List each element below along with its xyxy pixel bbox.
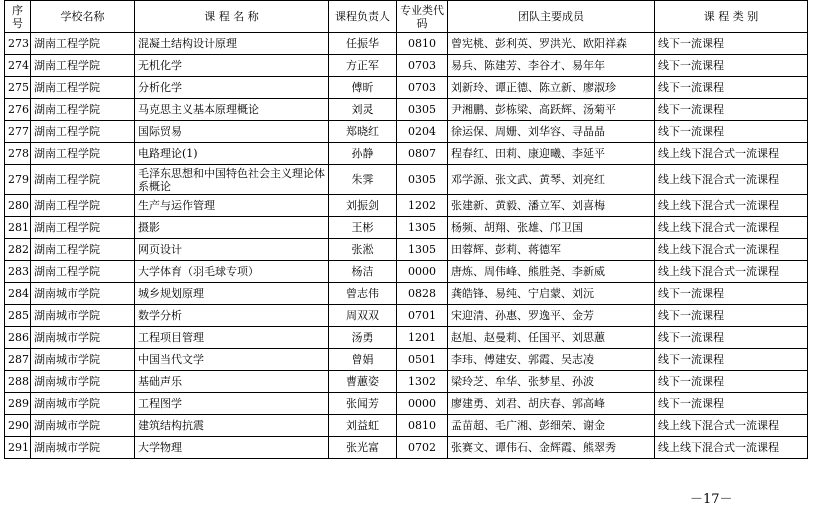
cell-type: 线上线下混合式一流课程 — [655, 239, 808, 261]
cell-course: 工程项目管理 — [135, 327, 329, 349]
cell-code: 0807 — [397, 143, 448, 165]
cell-school: 湖南工程学院 — [31, 33, 135, 55]
cell-course: 网页设计 — [135, 239, 329, 261]
table-row — [5, 55, 808, 77]
cell-school: 湖南城市学院 — [31, 283, 135, 305]
cell-type: 线上线下混合式一流课程 — [655, 143, 808, 165]
cell-school: 湖南工程学院 — [31, 55, 135, 77]
cell-type: 线上线下混合式一流课程 — [655, 415, 808, 437]
table-row — [5, 217, 808, 239]
cell-code: 0810 — [397, 415, 448, 437]
cell-code: 0501 — [397, 349, 448, 371]
cell-leader: 周双双 — [329, 305, 397, 327]
cell-leader: 孙静 — [329, 143, 397, 165]
cell-members: 徐运保、周姗、刘华容、寻晶晶 — [448, 121, 655, 143]
cell-type: 线下一流课程 — [655, 77, 808, 99]
cell-members: 张建新、黄毅、潘立军、刘喜梅 — [448, 195, 655, 217]
header-leader: 课程负责人 — [329, 1, 397, 33]
cell-code: 0703 — [397, 55, 448, 77]
cell-code: 1305 — [397, 239, 448, 261]
cell-code: 0810 — [397, 33, 448, 55]
cell-course: 分析化学 — [135, 77, 329, 99]
cell-no: 291 — [5, 437, 31, 459]
cell-no: 290 — [5, 415, 31, 437]
cell-members: 李玮、傅建安、郭霞、吴志凌 — [448, 349, 655, 371]
cell-school: 湖南城市学院 — [31, 305, 135, 327]
cell-leader: 张闻芳 — [329, 393, 397, 415]
cell-no: 287 — [5, 349, 31, 371]
cell-members: 孟苗超、毛广湘、彭细荣、谢金 — [448, 415, 655, 437]
cell-leader: 曾娟 — [329, 349, 397, 371]
cell-no: 285 — [5, 305, 31, 327]
table-row — [5, 437, 808, 459]
cell-course: 中国当代文学 — [135, 349, 329, 371]
cell-code: 0305 — [397, 165, 448, 195]
cell-leader: 曾志伟 — [329, 283, 397, 305]
cell-no: 281 — [5, 217, 31, 239]
cell-course: 建筑结构抗震 — [135, 415, 329, 437]
cell-leader: 郑晓红 — [329, 121, 397, 143]
table-row — [5, 349, 808, 371]
cell-code: 1305 — [397, 217, 448, 239]
cell-code: 0828 — [397, 283, 448, 305]
cell-type: 线下一流课程 — [655, 305, 808, 327]
cell-code: 1201 — [397, 327, 448, 349]
cell-school: 湖南城市学院 — [31, 393, 135, 415]
cell-code: 0701 — [397, 305, 448, 327]
header-code: 专业类代 码 — [397, 1, 448, 33]
header-course: 课 程 名 称 — [135, 1, 329, 33]
cell-type: 线上线下混合式一流课程 — [655, 217, 808, 239]
cell-leader: 曹蕙姿 — [329, 371, 397, 393]
cell-members: 赵旭、赵曼莉、任国平、刘思蕙 — [448, 327, 655, 349]
cell-code: 0000 — [397, 393, 448, 415]
table-row — [5, 415, 808, 437]
cell-school: 湖南工程学院 — [31, 99, 135, 121]
table-row — [5, 99, 808, 121]
cell-school: 湖南工程学院 — [31, 217, 135, 239]
cell-no: 274 — [5, 55, 31, 77]
cell-course: 马克思主义基本原理概论 — [135, 99, 329, 121]
cell-leader: 刘益虹 — [329, 415, 397, 437]
cell-course: 国际贸易 — [135, 121, 329, 143]
table-row — [5, 239, 808, 261]
cell-type: 线上线下混合式一流课程 — [655, 165, 808, 195]
cell-code: 0702 — [397, 437, 448, 459]
cell-school: 湖南工程学院 — [31, 195, 135, 217]
header-type: 课 程 类 别 — [655, 1, 808, 33]
cell-type: 线下一流课程 — [655, 55, 808, 77]
cell-type: 线下一流课程 — [655, 393, 808, 415]
table-row — [5, 77, 808, 99]
cell-school: 湖南工程学院 — [31, 261, 135, 283]
cell-members: 刘新玲、谭正德、陈立新、廖淑珍 — [448, 77, 655, 99]
cell-course: 无机化学 — [135, 55, 329, 77]
cell-course: 生产与运作管理 — [135, 195, 329, 217]
cell-type: 线下一流课程 — [655, 99, 808, 121]
table-row — [5, 143, 808, 165]
cell-course: 电路理论(1) — [135, 143, 329, 165]
cell-course: 城乡规划原理 — [135, 283, 329, 305]
cell-school: 湖南城市学院 — [31, 371, 135, 393]
cell-school: 湖南工程学院 — [31, 121, 135, 143]
cell-school: 湖南城市学院 — [31, 415, 135, 437]
cell-school: 湖南城市学院 — [31, 327, 135, 349]
cell-members: 程春红、田莉、康迎曦、李延平 — [448, 143, 655, 165]
cell-leader: 任振华 — [329, 33, 397, 55]
header-members: 团队主要成员 — [448, 1, 655, 33]
cell-members: 廖建勇、刘君、胡庆春、郭高峰 — [448, 393, 655, 415]
header-no: 序号 — [5, 1, 31, 33]
cell-members: 龚皓锋、易纯、宁启蒙、刘沅 — [448, 283, 655, 305]
table-row — [5, 305, 808, 327]
cell-no: 282 — [5, 239, 31, 261]
cell-members: 宋迎清、孙惠、罗逸平、金芳 — [448, 305, 655, 327]
table-row — [5, 393, 808, 415]
cell-no: 277 — [5, 121, 31, 143]
cell-no: 280 — [5, 195, 31, 217]
cell-school: 湖南工程学院 — [31, 143, 135, 165]
table-row — [5, 121, 808, 143]
cell-leader: 王彬 — [329, 217, 397, 239]
cell-members: 易兵、陈建芳、李谷才、易年年 — [448, 55, 655, 77]
cell-members: 田蓉辉、彭莉、蒋德军 — [448, 239, 655, 261]
cell-members: 曾宪桃、彭利英、罗洪光、欧阳祥森 — [448, 33, 655, 55]
cell-code: 1302 — [397, 371, 448, 393]
cell-members: 张赛文、谭伟石、金辉霞、熊翠秀 — [448, 437, 655, 459]
table-row — [5, 261, 808, 283]
cell-members: 唐炼、周伟峰、熊胜尧、李新威 — [448, 261, 655, 283]
cell-leader: 汤勇 — [329, 327, 397, 349]
cell-no: 284 — [5, 283, 31, 305]
table-row — [5, 165, 808, 195]
cell-code: 0703 — [397, 77, 448, 99]
cell-course: 基础声乐 — [135, 371, 329, 393]
cell-type: 线下一流课程 — [655, 121, 808, 143]
cell-type: 线下一流课程 — [655, 349, 808, 371]
cell-no: 279 — [5, 165, 31, 195]
cell-no: 276 — [5, 99, 31, 121]
cell-leader: 方正军 — [329, 55, 397, 77]
cell-type: 线上线下混合式一流课程 — [655, 195, 808, 217]
cell-type: 线下一流课程 — [655, 283, 808, 305]
cell-no: 288 — [5, 371, 31, 393]
cell-type: 线下一流课程 — [655, 327, 808, 349]
cell-school: 湖南工程学院 — [31, 77, 135, 99]
cell-course: 混凝土结构设计原理 — [135, 33, 329, 55]
table-header-row — [5, 1, 808, 33]
cell-type: 线下一流课程 — [655, 371, 808, 393]
cell-leader: 刘灵 — [329, 99, 397, 121]
cell-course: 大学物理 — [135, 437, 329, 459]
cell-no: 278 — [5, 143, 31, 165]
page-number: －17－ — [690, 492, 733, 507]
course-table — [4, 0, 808, 459]
cell-members: 杨频、胡翔、张雄、邝卫国 — [448, 217, 655, 239]
header-school: 学校名称 — [31, 1, 135, 33]
cell-course: 工程图学 — [135, 393, 329, 415]
cell-leader: 傅昕 — [329, 77, 397, 99]
cell-no: 289 — [5, 393, 31, 415]
cell-type: 线下一流课程 — [655, 33, 808, 55]
cell-course: 摄影 — [135, 217, 329, 239]
cell-leader: 张淞 — [329, 239, 397, 261]
cell-code: 1202 — [397, 195, 448, 217]
cell-school: 湖南工程学院 — [31, 239, 135, 261]
table-body — [5, 33, 808, 459]
cell-leader: 杨洁 — [329, 261, 397, 283]
cell-code: 0204 — [397, 121, 448, 143]
cell-school: 湖南城市学院 — [31, 437, 135, 459]
cell-code: 0305 — [397, 99, 448, 121]
cell-school: 湖南城市学院 — [31, 349, 135, 371]
cell-course: 数学分析 — [135, 305, 329, 327]
table-row — [5, 195, 808, 217]
cell-course: 毛泽东思想和中国特色社会主义理论体系概论 — [135, 165, 329, 195]
cell-school: 湖南工程学院 — [31, 165, 135, 195]
cell-course: 大学体育（羽毛球专项） — [135, 261, 329, 283]
table-row — [5, 33, 808, 55]
cell-type: 线上线下混合式一流课程 — [655, 261, 808, 283]
cell-no: 283 — [5, 261, 31, 283]
cell-code: 0000 — [397, 261, 448, 283]
table-row — [5, 371, 808, 393]
table-row — [5, 283, 808, 305]
cell-type: 线上线下混合式一流课程 — [655, 437, 808, 459]
cell-leader: 张光富 — [329, 437, 397, 459]
cell-members: 尹湘鹏、彭栋梁、高跃辉、汤菊平 — [448, 99, 655, 121]
cell-no: 286 — [5, 327, 31, 349]
cell-leader: 朱霁 — [329, 165, 397, 195]
cell-no: 275 — [5, 77, 31, 99]
table-row — [5, 327, 808, 349]
cell-leader: 刘振剑 — [329, 195, 397, 217]
cell-no: 273 — [5, 33, 31, 55]
cell-members: 梁玲芝、牟华、张梦星、孙波 — [448, 371, 655, 393]
cell-members: 邓学源、张文武、黄琴、刘亮红 — [448, 165, 655, 195]
